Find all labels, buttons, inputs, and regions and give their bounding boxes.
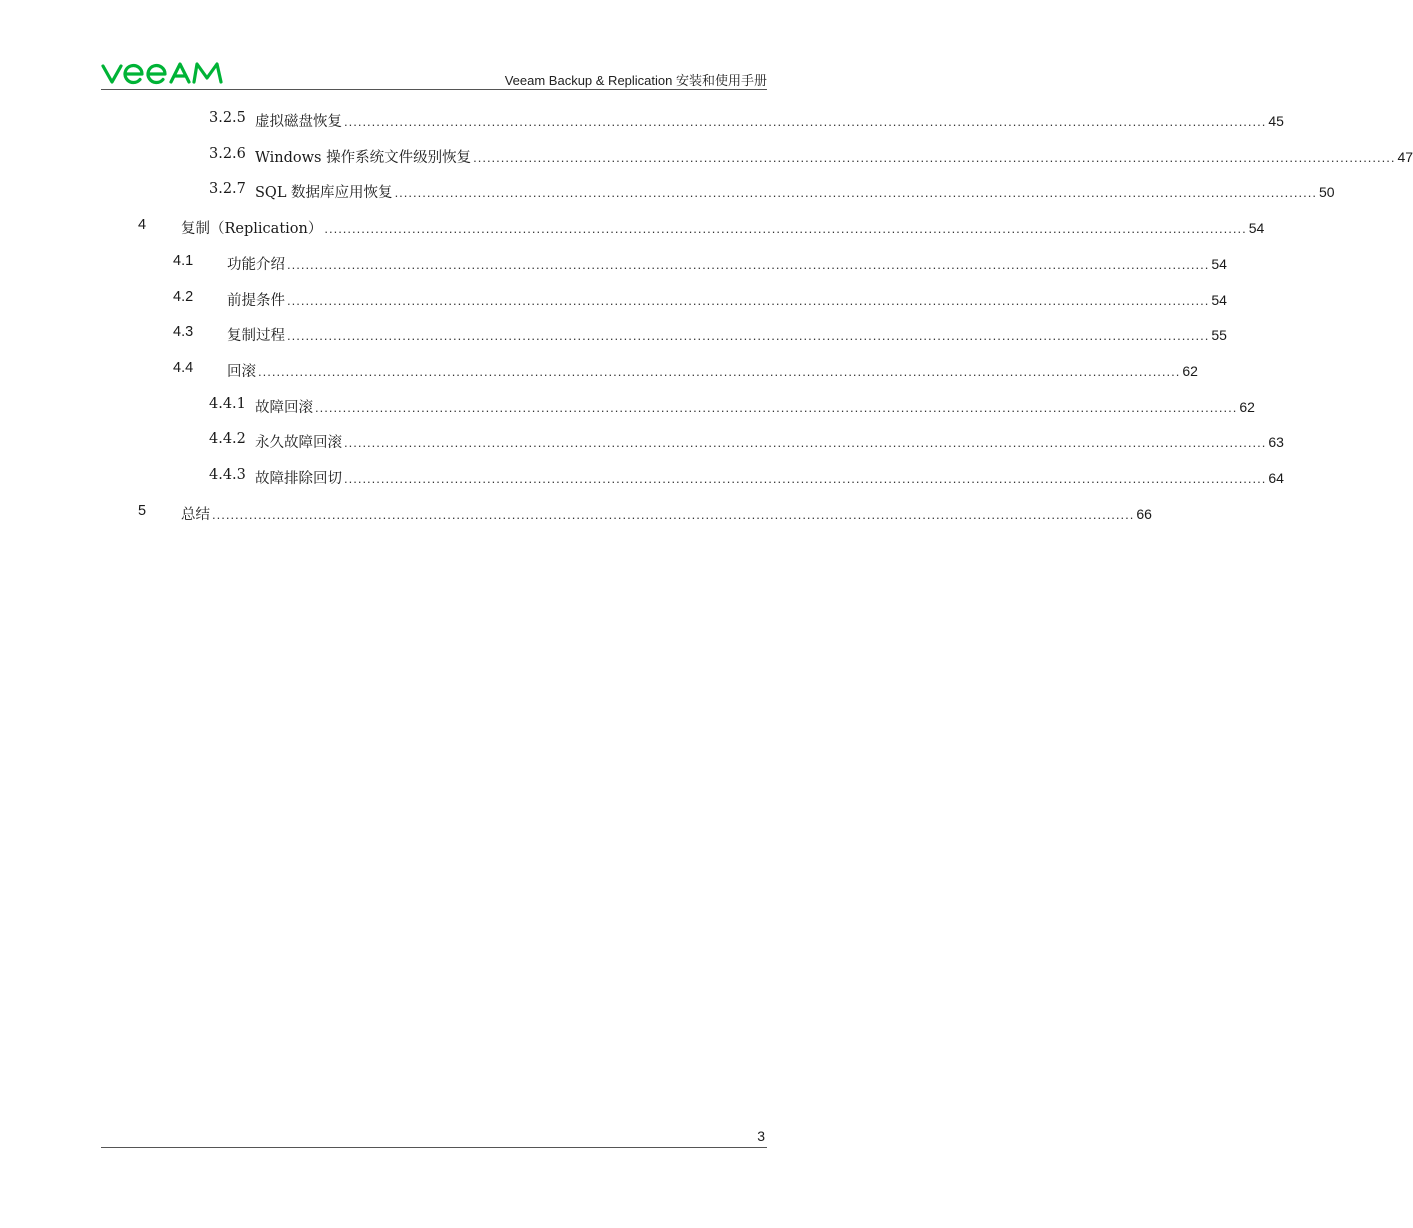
toc-entry[interactable] xyxy=(0,315,1227,351)
header-title: Veeam Backup & Replication 安装和使用手册 xyxy=(504,73,767,88)
toc-entry[interactable] xyxy=(0,422,1284,458)
toc-dot-leader: ........................................................................................................................................................................................................ xyxy=(394,185,1317,201)
toc-dot-leader: ........................................................................................................................................................................................................ xyxy=(258,363,1181,379)
toc-dot-leader: ........................................................................................................................................................................................................ xyxy=(473,149,1396,165)
toc-entry-number: 3.2.7 xyxy=(209,181,246,198)
toc-entry-title: 复制过程 xyxy=(227,324,287,345)
toc-entry[interactable] xyxy=(0,458,1284,494)
toc-dot-leader: ........................................................................................................................................................................................................ xyxy=(344,114,1267,129)
toc-entry-page: 66 xyxy=(1136,505,1152,522)
header-divider xyxy=(101,89,767,90)
page-number: 3 xyxy=(757,1128,765,1144)
toc-dot-leader: ........................................................................................................................................................................................................ xyxy=(315,399,1238,415)
toc-entry[interactable] xyxy=(0,244,1227,280)
toc-entry[interactable] xyxy=(0,137,1413,173)
toc-entry-number: 4.2 xyxy=(173,288,194,305)
toc-entry-number: 3.2.5 xyxy=(209,110,246,126)
toc-entry-number: 4.4.1 xyxy=(209,395,246,412)
toc-entry-title: 复制（Replication） xyxy=(181,217,324,238)
toc-entry-title: 回滚 xyxy=(227,360,258,381)
toc-entry-number: 4.4 xyxy=(173,359,194,376)
toc-dot-leader: ........................................................................................................................................................................................................ xyxy=(344,471,1267,486)
toc-entry-title: 故障回滚 xyxy=(255,396,315,417)
toc-entry-page: 47 xyxy=(1397,148,1413,165)
toc-entry-page: 45 xyxy=(1268,113,1284,129)
toc-entry[interactable] xyxy=(0,208,1265,244)
toc-entry-page: 64 xyxy=(1268,470,1284,486)
toc-entry-page: 63 xyxy=(1268,434,1284,451)
toc-entry-page: 55 xyxy=(1211,327,1227,344)
toc-entry-number: 3.2.6 xyxy=(209,145,246,162)
toc-entry-title: 总结 xyxy=(181,503,212,524)
footer-divider xyxy=(101,1147,767,1148)
toc-entry-page: 62 xyxy=(1182,362,1198,379)
toc-dot-leader: ........................................................................................................................................................................................................ xyxy=(287,256,1210,272)
toc-entry-page: 54 xyxy=(1211,255,1227,272)
toc-entry-number: 4.4.2 xyxy=(209,431,246,448)
toc-entry-number: 4.1 xyxy=(173,252,194,269)
toc-entry[interactable] xyxy=(0,387,1255,423)
toc-entry-page: 62 xyxy=(1239,398,1255,415)
toc-entry-title: 功能介绍 xyxy=(227,253,287,274)
toc-dot-leader: ........................................................................................................................................................................................................ xyxy=(287,292,1210,308)
toc-entry-page: 54 xyxy=(1248,220,1265,237)
toc-entry-number: 4 xyxy=(138,217,147,234)
toc-entry-number: 4.3 xyxy=(173,324,194,341)
toc-entry-number: 5 xyxy=(138,502,147,519)
toc-entry[interactable] xyxy=(0,494,1152,530)
toc-entry-title: SQL 数据库应用恢复 xyxy=(255,181,395,202)
toc-entry-page: 50 xyxy=(1318,184,1335,201)
toc-entry-title: 永久故障回滚 xyxy=(255,431,344,452)
toc-entry[interactable] xyxy=(0,280,1227,316)
toc-entry[interactable] xyxy=(0,172,1335,208)
toc-entry[interactable] xyxy=(0,101,1284,137)
toc-entry-title: Windows 操作系统文件级别恢复 xyxy=(255,146,473,167)
toc-dot-leader: ........................................................................................................................................................................................................ xyxy=(212,506,1135,522)
toc-entry-title: 故障排除回切 xyxy=(255,467,344,488)
toc-entry-title: 虚拟磁盘恢复 xyxy=(255,110,344,131)
toc-entry[interactable] xyxy=(0,351,1198,387)
toc-dot-leader: ........................................................................................................................................................................................................ xyxy=(324,221,1247,237)
toc-entry-number: 4.4.3 xyxy=(209,467,246,483)
toc-entry-title: 前提条件 xyxy=(227,289,287,310)
toc-dot-leader: ........................................................................................................................................................................................................ xyxy=(344,435,1267,451)
veeam-logo xyxy=(101,60,225,86)
toc-dot-leader: ........................................................................................................................................................................................................ xyxy=(287,328,1210,344)
toc-entry-page: 54 xyxy=(1211,291,1227,308)
